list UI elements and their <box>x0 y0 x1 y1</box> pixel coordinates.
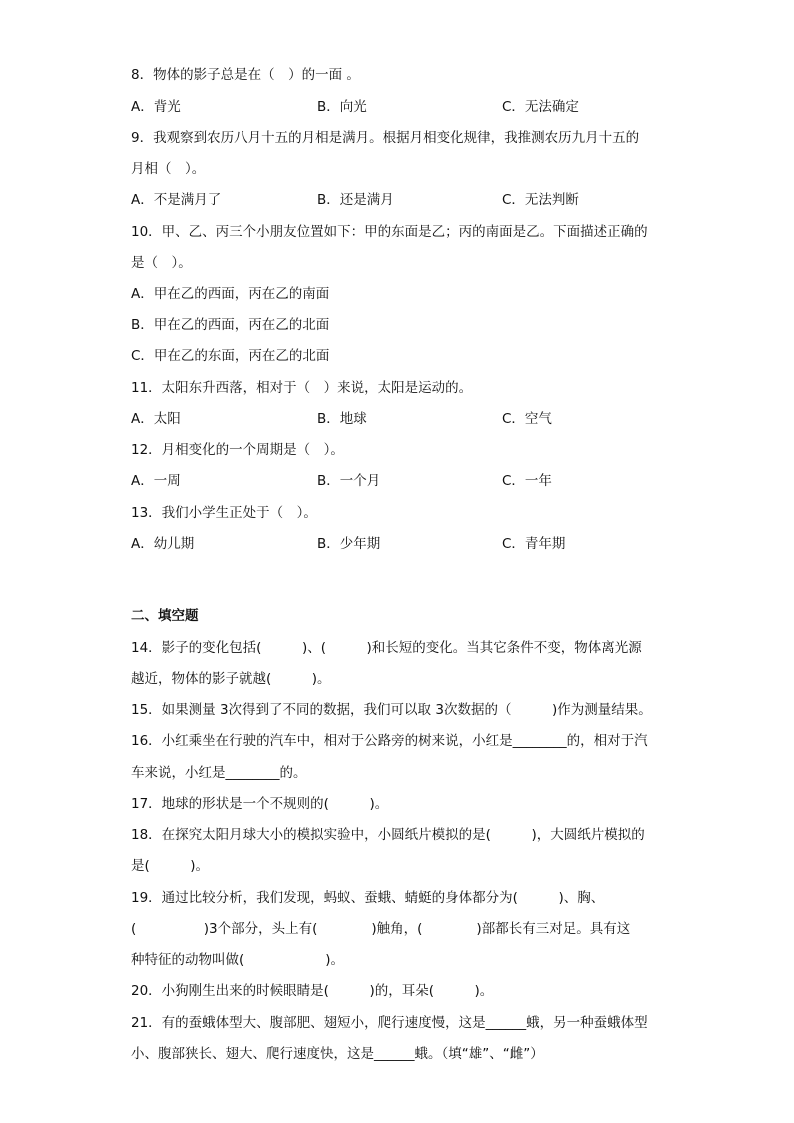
option-c: C．无法确定 <box>502 99 579 115</box>
question-11-text: 11．太阳东升西落，相对于（ ）来说，太阳是运动的。 <box>131 380 473 396</box>
question-9-line-2: 月相（ ）。 <box>131 161 206 177</box>
question-10-option-b: B．甲在乙的西面，丙在乙的北面 <box>131 317 330 333</box>
option-c: C．空气 <box>502 411 552 427</box>
question-10-option-a: A．甲在乙的西面，丙在乙的南面 <box>131 286 330 302</box>
option-c: C．无法判断 <box>502 192 579 208</box>
question-15-text: 15．如果测量 3次得到了不同的数据，我们可以取 3次数据的（ )作为测量结果。 <box>131 702 652 718</box>
question-12-text: 12．月相变化的一个周期是（ ）。 <box>131 442 344 458</box>
question-19-line-3: 种特征的动物叫做( )。 <box>131 952 345 968</box>
option-c: C．一年 <box>502 473 552 489</box>
option-c: C．青年期 <box>502 536 566 552</box>
option-a: A．背光 <box>131 99 181 115</box>
option-a: A．一周 <box>131 473 181 489</box>
question-21-line-1: 21．有的蚕蛾体型大、腹部肥、翅短小，爬行速度慢，这是______蛾，另一种蚕蛾体型 <box>131 1015 648 1031</box>
question-13-text: 13．我们小学生正处于（ ）。 <box>131 505 317 521</box>
option-b: B．少年期 <box>317 536 381 552</box>
question-14-line-1: 14．影子的变化包括( )、( )和长短的变化。当其它条件不变，物体离光源 <box>131 640 642 656</box>
question-10-line-2: 是（ ）。 <box>131 255 192 271</box>
question-14-line-2: 越近，物体的影子就越( )。 <box>131 671 331 687</box>
section-heading: 二、填空题 <box>131 608 199 624</box>
option-b: B．地球 <box>317 411 367 427</box>
option-a: A．太阳 <box>131 411 181 427</box>
question-17-text: 17．地球的形状是一个不规则的( )。 <box>131 796 389 812</box>
question-16-line-1: 16．小红乘坐在行驶的汽车中，相对于公路旁的树来说，小红是________的，相对于汽 <box>131 733 648 749</box>
question-20-text: 20．小狗刚生出来的时候眼睛是( )的，耳朵( )。 <box>131 983 494 999</box>
option-b: B．一个月 <box>317 473 381 489</box>
question-21-line-2: 小、腹部狭长、翅大、爬行速度快，这是______蛾。（填“雄”、“雌”） <box>131 1046 544 1062</box>
option-b: B．向光 <box>317 99 367 115</box>
question-10-option-c: C．甲在乙的东面，丙在乙的北面 <box>131 348 330 364</box>
question-16-line-2: 车来说，小红是________的。 <box>131 765 307 781</box>
question-8-text: 8．物体的影子总是在（ ）的一面 。 <box>131 67 360 83</box>
option-b: B．还是满月 <box>317 192 394 208</box>
question-18-line-2: 是( )。 <box>131 858 210 874</box>
question-10-line-1: 10．甲、乙、丙三个小朋友位置如下：甲的东面是乙；丙的南面是乙。下面描述正确的 <box>131 224 648 240</box>
question-18-line-1: 18．在探究太阳月球大小的模拟实验中，小圆纸片模拟的是( )，大圆纸片模拟的 <box>131 827 645 843</box>
option-a: A．幼儿期 <box>131 536 195 552</box>
question-9-line-1: 9．我观察到农历八月十五的月相是满月。根据月相变化规律，我推测农历九月十五的 <box>131 130 640 146</box>
question-19-line-1: 19．通过比较分析，我们发现，蚂蚁、蚕蛾、蜻蜓的身体都分为( )、胸、 <box>131 890 605 906</box>
option-a: A．不是满月了 <box>131 192 222 208</box>
question-19-line-2: ( )3个部分，头上有( )触角，( )部都长有三对足。具有这 <box>131 921 631 937</box>
